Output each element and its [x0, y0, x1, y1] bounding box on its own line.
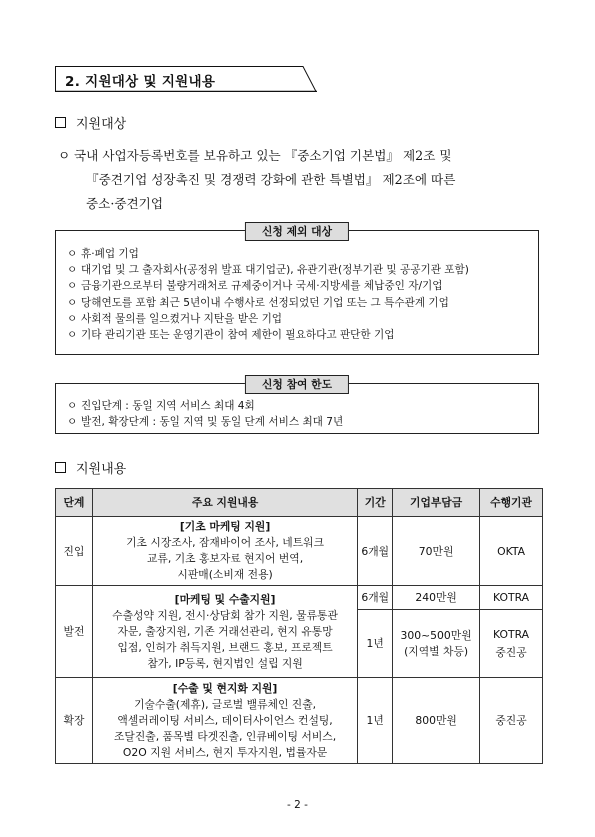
limit-item-text: 진입단계 : 동일 지역 서비스 최대 4회 [81, 400, 255, 412]
table-row-growth-a [56, 586, 543, 610]
circle-bullet-icon: ㅇ [58, 148, 71, 163]
exclusion-box-title: 신청 제외 대상 [245, 222, 349, 241]
agency-cell [480, 610, 543, 678]
exclusion-item [67, 327, 538, 343]
circle-bullet-icon: ㅇ [67, 296, 78, 309]
agency-line: 중진공 [495, 645, 527, 659]
exclusion-item [67, 262, 538, 278]
content-cell [92, 586, 357, 678]
agency-line: KOTRA [493, 627, 530, 641]
content-title: [마케팅 및 수출지원] [174, 592, 276, 606]
target-paragraph [58, 144, 542, 216]
target-text-1: 국내 사업자등록번호를 보유하고 있는 『중소기업 기본법』 제2조 및 [74, 148, 452, 163]
cost-cell [393, 610, 480, 678]
limit-box [55, 378, 539, 434]
limit-item [67, 398, 538, 414]
exclusion-item-text: 대기업 및 그 출자회사(공정위 발표 대기업군), 유관기관(정부기관 및 공공기관 포함) [81, 264, 469, 277]
square-bullet-icon [55, 117, 66, 128]
circle-bullet-icon: ㅇ [67, 416, 78, 429]
circle-bullet-icon: ㅇ [67, 400, 78, 412]
exclusion-item-text: 기타 관리기관 또는 운영기관이 참여 제한이 필요하다고 판단한 기업 [81, 329, 395, 342]
circle-bullet-icon: ㅇ [67, 248, 78, 260]
section-heading [55, 66, 317, 92]
circle-bullet-icon: ㅇ [67, 264, 78, 277]
target-line-2: 『중견기업 성장촉진 및 경쟁력 강화에 관한 특별법』 제2조에 따른 [86, 172, 456, 187]
exclusion-item-text: 당해연도를 포함 최근 5년이내 수행사로 선정되었던 기업 또는 그 특수관계 기업 [81, 296, 449, 309]
cost-cell: 70만원 [393, 517, 480, 586]
limit-item [67, 414, 538, 430]
circle-bullet-icon: ㅇ [67, 329, 78, 342]
target-line-1 [58, 144, 542, 168]
table-row-entry [56, 517, 543, 586]
content-line: 입점, 인허가 취득지원, 브랜드 홍보, 프로젝트 [117, 640, 333, 654]
content-line: 교류, 기초 홍보자료 현지어 번역, [146, 552, 304, 565]
cost-cell: 800만원 [393, 678, 480, 764]
content-cell [92, 517, 357, 586]
square-bullet-icon [55, 462, 66, 473]
stage-cell: 진입 [56, 517, 93, 586]
cost-line: 300~500만원 [400, 628, 472, 642]
content-line: 조달진출, 품목별 타겟진출, 인큐베이팅 서비스, [113, 729, 337, 743]
content-heading [55, 458, 126, 477]
exclusion-list [67, 246, 538, 343]
exclusion-box [55, 225, 539, 355]
content-line: 자문, 출장지원, 기존 거래선관리, 현지 유통망 [117, 624, 333, 638]
content-line: O2O 지원 서비스, 현지 투자지원, 법률자문 [122, 745, 328, 759]
section-heading-text: 2. 지원대상 및 지원내용 [65, 74, 216, 90]
limit-box-title: 신청 참여 한도 [245, 375, 349, 394]
target-line-3: 중소·중견기업 [86, 196, 163, 211]
header-agency: 수행기관 [480, 489, 543, 517]
content-heading-text: 지원내용 [76, 462, 127, 477]
table-header-row [56, 489, 543, 517]
content-line: 참가, IP등록, 현지법인 설립 지원 [147, 656, 303, 670]
exclusion-item [67, 311, 538, 327]
circle-bullet-icon: ㅇ [67, 312, 78, 325]
target-heading-text: 지원대상 [76, 117, 127, 132]
period-cell: 1년 [358, 678, 393, 764]
agency-cell: OKTA [480, 517, 543, 586]
stage-cell: 확장 [56, 678, 93, 764]
content-line: 시판매(소비재 전용) [177, 568, 273, 581]
page-number: - 2 - [287, 799, 308, 811]
limit-item-text: 발전, 확장단계 : 동일 지역 및 동일 단계 서비스 최대 7년 [81, 416, 344, 429]
content-cell [92, 678, 357, 764]
period-cell: 1년 [358, 610, 393, 678]
exclusion-item-text: 휴·폐업 기업 [81, 248, 139, 260]
content-line: 기초 시장조사, 잠재바이어 조사, 네트워크 [126, 536, 325, 549]
cost-line: (지역별 차등) [404, 644, 469, 658]
period-cell: 6개월 [358, 517, 393, 586]
content-line: 수출성약 지원, 전시·상담회 참가 지원, 물류통관 [112, 608, 338, 622]
exclusion-item-text: 사회적 물의를 일으켰거나 지탄을 받은 기업 [81, 312, 283, 325]
exclusion-item-text: 금융기관으로부터 불량거래처로 규제중이거나 국세·지방세를 체납중인 자/기업 [81, 280, 443, 293]
header-content: 주요 지원내용 [92, 489, 357, 517]
limit-list [67, 398, 538, 430]
stage-cell: 발전 [56, 586, 93, 678]
content-line: 기술수출(제휴), 글로벌 밸류체인 진출, [134, 697, 317, 711]
agency-cell: 중진공 [480, 678, 543, 764]
circle-bullet-icon: ㅇ [67, 280, 78, 293]
period-cell: 6개월 [358, 586, 393, 610]
exclusion-item [67, 295, 538, 311]
header-period: 기간 [358, 489, 393, 517]
exclusion-item [67, 246, 538, 262]
support-table [55, 488, 543, 764]
agency-cell: KOTRA [480, 586, 543, 610]
exclusion-item [67, 278, 538, 294]
header-cost: 기업부담금 [393, 489, 480, 517]
content-line: 액셀러레이팅 서비스, 데이터사이언스 컨설팅, [117, 713, 333, 727]
target-heading [55, 113, 126, 132]
content-title: [수출 및 현지화 지원] [172, 681, 278, 695]
header-stage: 단계 [56, 489, 93, 517]
cost-cell: 240만원 [393, 586, 480, 610]
table-row-expansion [56, 678, 543, 764]
content-title: [기초 마케팅 지원] [179, 520, 271, 533]
